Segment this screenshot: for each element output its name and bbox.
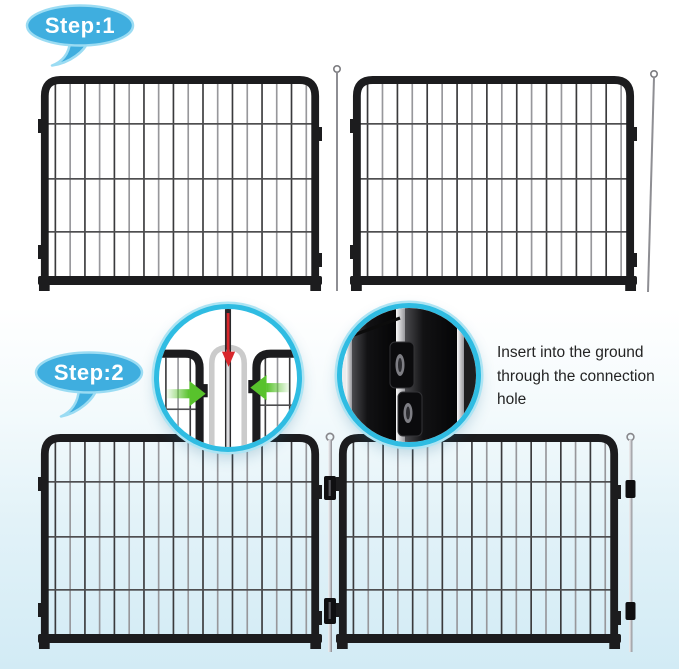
- connector-closeup-callout: [337, 303, 481, 447]
- panel-alignment-callout: [154, 304, 302, 452]
- fence-panel-bottom-right: [336, 430, 621, 649]
- red-down-arrow-icon: [222, 313, 235, 367]
- connection-rod-right-icon: [641, 68, 661, 293]
- connection-rod-middle-icon: [330, 63, 344, 293]
- inserted-rod-right-icon: [620, 432, 638, 654]
- annotation-text: Insert into the ground through the connection hole: [497, 344, 655, 409]
- inserted-rod-joint-icon: [320, 432, 340, 654]
- connector-hinge-lower-icon: [398, 392, 422, 436]
- step-2-bubble: [33, 351, 145, 417]
- fence-panel-top-left: [38, 72, 322, 291]
- step-1-label: Step:1: [44, 13, 116, 38]
- step-2-label: Step:2: [53, 360, 125, 385]
- step-1-bubble: [24, 4, 136, 66]
- fence-panel-top-right: [350, 72, 637, 291]
- connector-hinge-upper-icon: [390, 342, 414, 388]
- fence-panel-bottom-left: [38, 430, 322, 649]
